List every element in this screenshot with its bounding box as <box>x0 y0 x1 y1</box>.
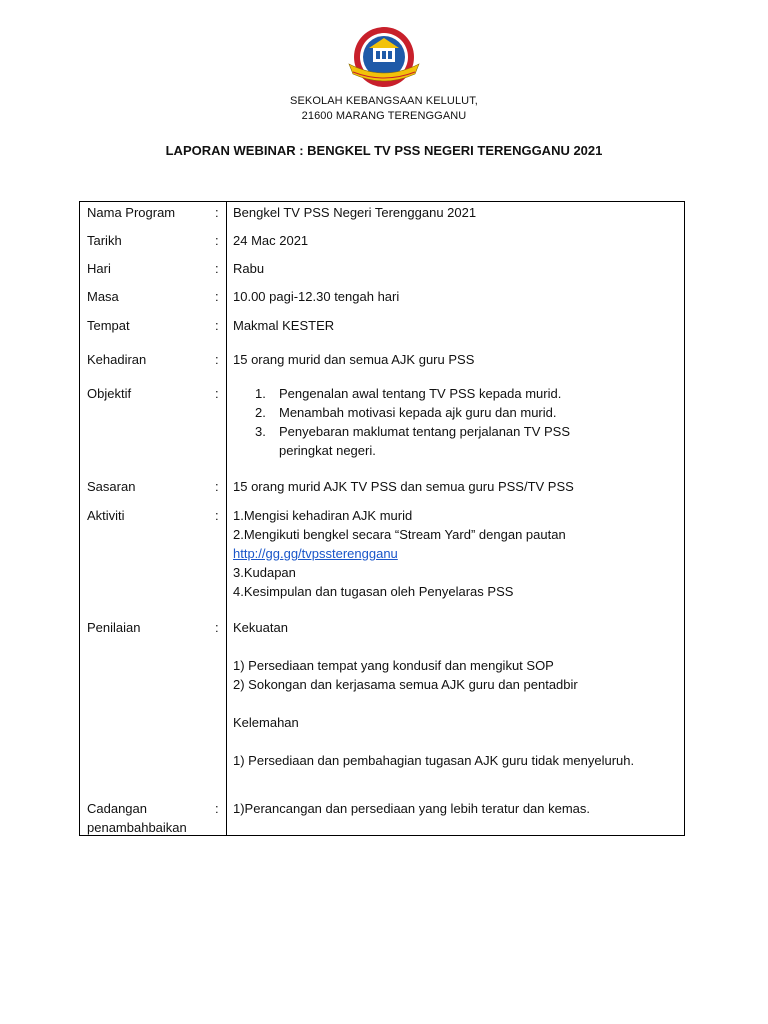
report-table <box>79 201 685 836</box>
value-nama-program: Bengkel TV PSS Negeri Terengganu 2021 <box>233 205 477 220</box>
label-objektif: Objektif <box>87 386 132 401</box>
label-tarikh: Tarikh <box>87 233 122 248</box>
value-kehadiran: 15 orang murid dan semua AJK guru PSS <box>233 352 475 367</box>
penilaian-content <box>233 618 678 770</box>
kekuatan-heading: Kekuatan <box>233 620 288 635</box>
list-item: 3. Penyebaran maklumat tentang perjalanan TV PSS peringkat negeri. <box>255 424 570 458</box>
colon: : <box>215 352 219 367</box>
label-sasaran: Sasaran <box>87 479 136 494</box>
label-tempat: Tempat <box>87 318 130 333</box>
colon: : <box>215 289 219 304</box>
colon: : <box>215 479 219 494</box>
colon: : <box>215 508 219 523</box>
value-masa: 10.00 pagi-12.30 tengah hari <box>233 289 400 304</box>
list-item: 1) Persediaan tempat yang kondusif dan mengikut SOP <box>233 658 554 673</box>
colon: : <box>215 233 219 248</box>
label-kehadiran: Kehadiran <box>87 352 147 367</box>
list-item: 2.Mengikuti bengkel secara “Stream Yard” dengan pautan <box>233 527 566 542</box>
value-cadangan: 1)Perancangan dan persediaan yang lebih teratur dan kemas. <box>233 801 591 816</box>
list-item: 2. Menambah motivasi kepada ajk guru dan murid. <box>255 405 557 420</box>
value-hari: Rabu <box>233 261 265 276</box>
stream-yard-link[interactable]: http://gg.gg/tvpssterengganu <box>233 546 398 561</box>
label-penilaian: Penilaian <box>87 620 141 635</box>
objektif-list <box>233 384 678 460</box>
list-item: 4.Kesimpulan dan tugasan oleh Penyelaras PSS <box>233 584 514 599</box>
label-aktiviti: Aktiviti <box>87 508 125 523</box>
list-item: 2) Sokongan dan kerjasama semua AJK guru dan pentadbir <box>233 677 578 692</box>
colon: : <box>215 386 219 401</box>
list-item: 1.Mengisi kehadiran AJK murid <box>233 508 413 523</box>
value-tempat: Makmal KESTER <box>233 318 335 333</box>
value-tarikh: 24 Mac 2021 <box>233 233 309 248</box>
aktiviti-list <box>233 506 678 601</box>
list-item: 1) Persediaan dan pembahagian tugasan AJK guru tidak menyeluruh. <box>233 753 635 768</box>
list-item: 1. Pengenalan awal tentang TV PSS kepada murid. <box>255 386 562 401</box>
value-sasaran: 15 orang murid AJK TV PSS dan semua guru PSS/TV PSS <box>233 479 574 494</box>
colon: : <box>215 261 219 276</box>
label-cadangan: Cadangan penambahbaikan <box>87 801 187 835</box>
label-hari: Hari <box>87 261 111 276</box>
colon: : <box>215 205 219 220</box>
colon: : <box>215 801 219 816</box>
school-name: SEKOLAH KEBANGSAAN KELULUT, <box>290 95 478 107</box>
list-item: 3.Kudapan <box>233 565 296 580</box>
school-logo <box>345 24 423 90</box>
school-address: 21600 MARANG TERENGGANU <box>301 110 467 122</box>
colon: : <box>215 318 219 333</box>
kelemahan-heading: Kelemahan <box>233 715 299 730</box>
column-divider <box>226 202 227 835</box>
colon: : <box>215 620 219 635</box>
report-title: LAPORAN WEBINAR : BENGKEL TV PSS NEGERI TERENGGANU 2021 <box>165 143 603 158</box>
label-masa: Masa <box>87 289 119 304</box>
label-nama-program: Nama Program <box>87 205 176 220</box>
